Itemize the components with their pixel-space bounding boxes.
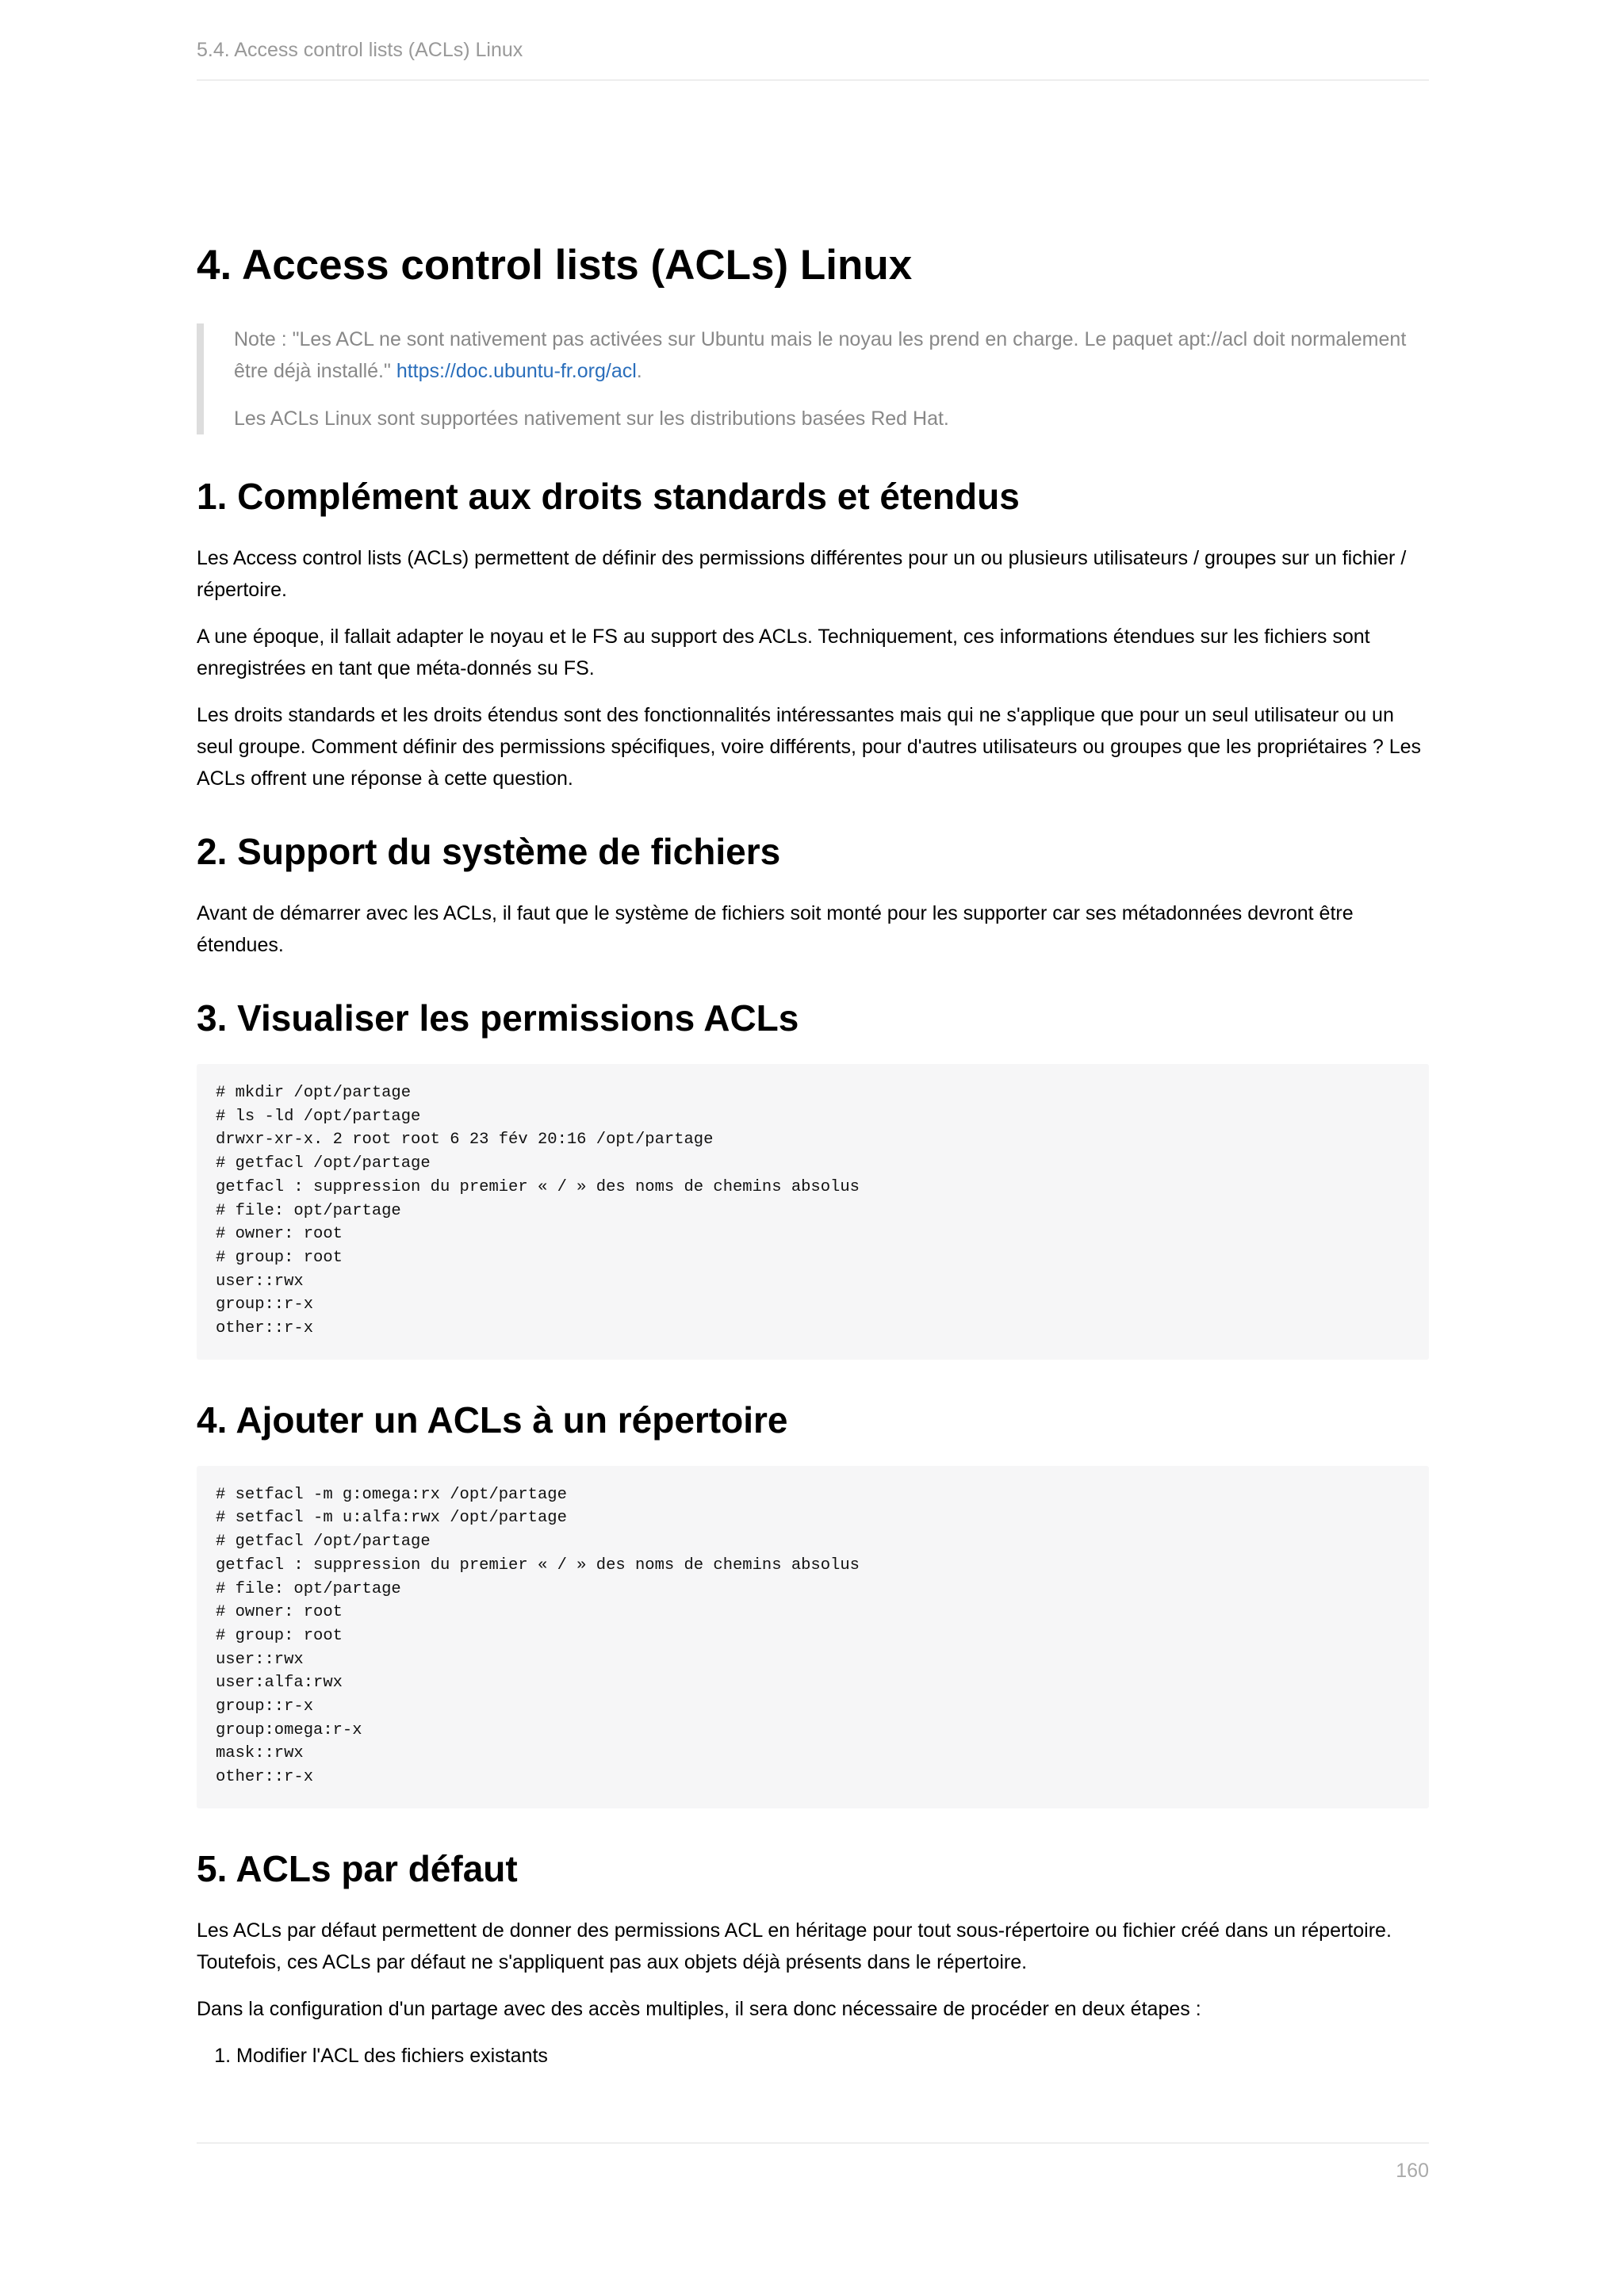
note-text: Note : "Les ACL ne sont nativement pas activées sur Ubuntu mais le noyau les prend en charge. Le paquet apt://acl doit normalement être déjà installé." bbox=[234, 328, 1407, 382]
note-paragraph-1 bbox=[234, 323, 1429, 387]
page-content bbox=[197, 238, 1429, 2072]
code-line: group::r-x bbox=[216, 1295, 314, 1314]
code-line: # setfacl -m g:omega:rx /opt/partage bbox=[216, 1485, 567, 1504]
code-line: user:alfa:rwx bbox=[216, 1674, 343, 1693]
ubuntu-acl-link[interactable]: https://doc.ubuntu-fr.org/acl bbox=[396, 360, 637, 382]
code-line: # owner: root bbox=[216, 1225, 343, 1244]
code-line: # file: opt/partage bbox=[216, 1579, 401, 1598]
code-line: # setfacl -m u:alfa:rwx /opt/partage bbox=[216, 1509, 567, 1528]
code-block bbox=[197, 1064, 1429, 1360]
paragraph: Les Access control lists (ACLs) permettent de définir des permissions différentes pour un ou plusieurs utilisateurs / groupes sur un fichier / répertoire. bbox=[197, 547, 1407, 601]
note-text-end: . bbox=[636, 360, 642, 382]
code-line: drwxr-xr-x. 2 root root 6 23 fév 20:16 /opt/partage bbox=[216, 1131, 714, 1150]
section-acls-defaut bbox=[197, 1845, 1429, 2072]
running-header bbox=[197, 36, 1429, 81]
code-line: mask::rwx bbox=[216, 1744, 304, 1763]
running-header-title: 5.4. Access control lists (ACLs) Linux bbox=[197, 39, 523, 61]
section-heading: 3. Visualiser les permissions ACLs bbox=[197, 997, 799, 1039]
section-heading: 4. Ajouter un ACLs à un répertoire bbox=[197, 1399, 788, 1441]
paragraph: Les ACLs par défaut permettent de donner des permissions ACL en héritage pour tout sous-répertoire ou fichier créé dans un répertoire. Toutefois, ces ACLs par défaut ne s'appliquent pas aux objets déjà présents dans le répertoire. bbox=[197, 1919, 1392, 1973]
note-blockquote bbox=[197, 323, 1429, 434]
code-line: # file: opt/partage bbox=[216, 1201, 401, 1220]
section-complement bbox=[197, 473, 1429, 794]
code-block bbox=[197, 1466, 1429, 1808]
code-line: # ls -ld /opt/partage bbox=[216, 1107, 421, 1126]
code-line: getfacl : suppression du premier « / » des noms de chemins absolus bbox=[216, 1556, 860, 1575]
page-number: 160 bbox=[1396, 2160, 1429, 2182]
section-ajouter bbox=[197, 1396, 1429, 1808]
code-line: group:omega:r-x bbox=[216, 1720, 362, 1739]
code-line: getfacl : suppression du premier « / » des noms de chemins absolus bbox=[216, 1177, 860, 1196]
code-line: other::r-x bbox=[216, 1768, 314, 1787]
section-visualiser bbox=[197, 994, 1429, 1360]
code-line: user::rwx bbox=[216, 1272, 304, 1291]
note-paragraph-2: Les ACLs Linux sont supportées nativement sur les distributions basées Red Hat. bbox=[234, 408, 949, 430]
list-item: 1. Modifier l'ACL des fichiers existants bbox=[236, 2040, 1429, 2072]
section-heading: 5. ACLs par défaut bbox=[197, 1847, 518, 1889]
paragraph: Dans la configuration d'un partage avec des accès multiples, il sera donc nécessaire de procéder en deux étapes : bbox=[197, 1997, 1201, 2020]
section-support bbox=[197, 828, 1429, 961]
paragraph: Les droits standards et les droits étendus sont des fonctionnalités intéressantes mais qui ne s'applique que pour un seul utilisateur ou un seul groupe. Comment définir des permissions spécifiques, voire différents, pour d'autres utilisateurs ou groupes que les propriétaires ? Les ACLs offrent une réponse à cette question. bbox=[197, 704, 1422, 790]
code-line: # getfacl /opt/partage bbox=[216, 1154, 431, 1173]
code-line: # group: root bbox=[216, 1626, 343, 1645]
code-line: # owner: root bbox=[216, 1603, 343, 1622]
steps-list bbox=[197, 2040, 1429, 2072]
section-heading: 2. Support du système de fichiers bbox=[197, 831, 781, 872]
section-heading: 1. Complément aux droits standards et étendus bbox=[197, 476, 1020, 517]
code-line: # getfacl /opt/partage bbox=[216, 1533, 431, 1552]
code-line: # mkdir /opt/partage bbox=[216, 1084, 412, 1102]
code-line: group::r-x bbox=[216, 1697, 314, 1716]
paragraph: Avant de démarrer avec les ACLs, il faut que le système de fichiers soit monté pour les supporter car ses métadonnées devront être étendues. bbox=[197, 902, 1354, 956]
code-line: # group: root bbox=[216, 1248, 343, 1267]
code-line: user::rwx bbox=[216, 1650, 304, 1669]
code-line: other::r-x bbox=[216, 1319, 314, 1338]
paragraph: A une époque, il fallait adapter le noyau et le FS au support des ACLs. Techniquement, ces informations étendues sur les fichiers sont enregistrées en tant que méta-donnés su FS. bbox=[197, 626, 1370, 679]
footer-divider bbox=[197, 2142, 1429, 2144]
page-title: 4. Access control lists (ACLs) Linux bbox=[197, 242, 913, 289]
